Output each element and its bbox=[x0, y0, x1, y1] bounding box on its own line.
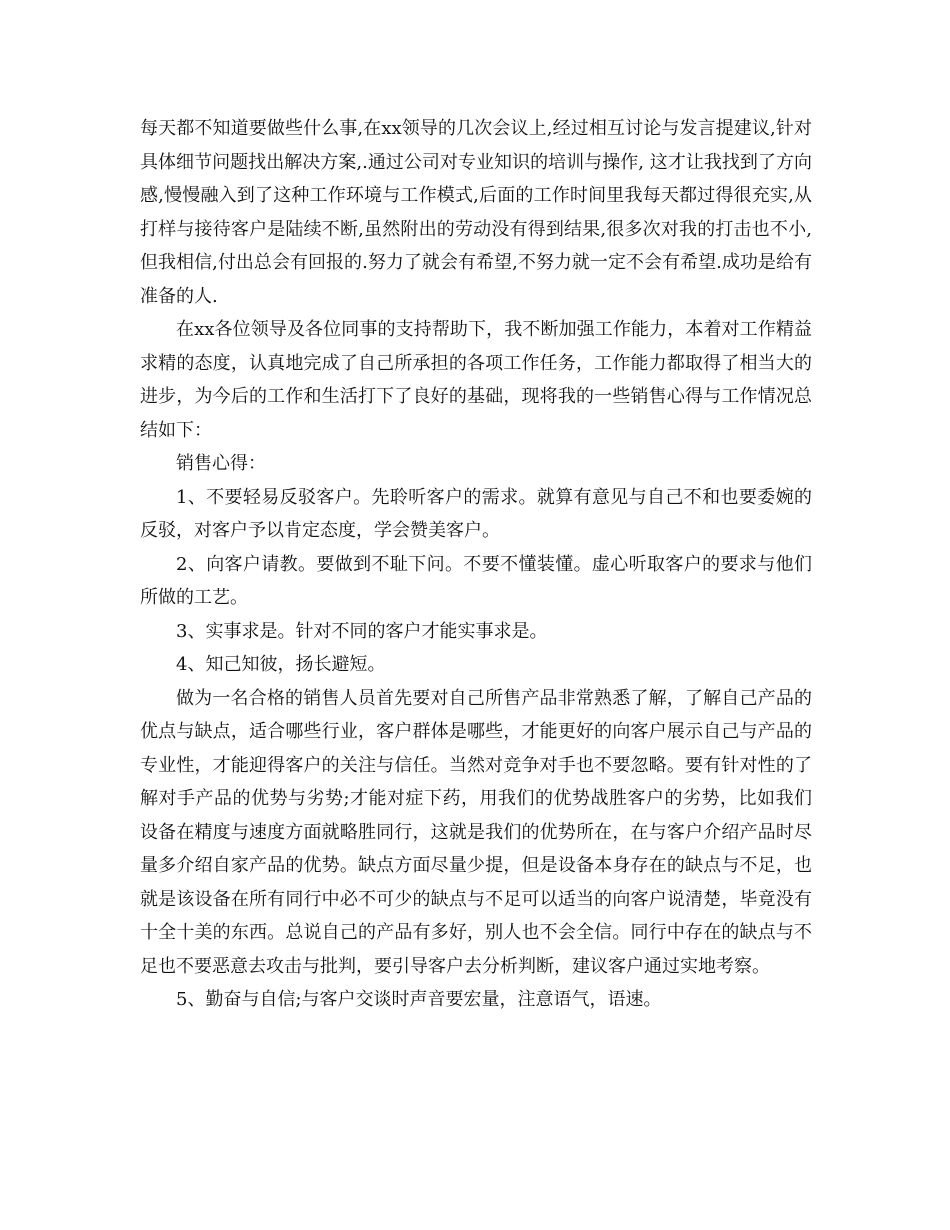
paragraph-intro: 每天都不知道要做些什么事,在xx领导的几次会议上,经过相互讨论与发言提建议,针对具体细节问题找出解决方案,.通过公司对专业知识的培训与操作, 这才让我找到了方向感,慢慢融入到了这种工作环境与工作模式,后面的工作时间里我每天都过得很充实,从打样与接待客户是陆续不断,虽然附出的劳动没有得到结果,很多次对我的打击也不小,但我相信,付出总会有回报的.努力了就会有希望,不努力就一定不会有希望.成功是给有准备的人. bbox=[140, 118, 812, 307]
paragraph-summary: 在xx各位领导及各位同事的支持帮助下，我不断加强工作能力，本着对工作精益求精的态度，认真地完成了自己所承担的各项工作任务，工作能力都取得了相当大的进步，为今后的工作和生活打下了良好的基础，现将我的一些销售心得与工作情况总结如下： bbox=[140, 319, 812, 441]
document-body bbox=[140, 112, 812, 1017]
paragraph-detail: 做为一名合格的销售人员首先要对自己所售产品非常熟悉了解，了解自己产品的优点与缺点，适合哪些行业，客户群体是哪些，才能更好的向客户展示自己与产品的专业性，才能迎得客户的关注与信任。当然对竞争对手也不要忽略。要有针对性的了解对手产品的优势与劣势;才能对症下药，用我们的优势战胜客户的劣势，比如我们设备在精度与速度方面就略胜同行，这就是我们的优势所在，在与客户介绍产品时尽量多介绍自家产品的优势。缺点方面尽量少提，但是设备本身存在的缺点与不足，也就是该设备在所有同行中必不可少的缺点与不足可以适当的向客户说清楚，毕竟没有十全十美的东西。总说自己的产品有多好，别人也不会全信。同行中存在的缺点与不足也不要恶意去攻击与批判，要引导客户去分析判断，建议客户通过实地考察。 bbox=[140, 687, 812, 977]
list-item: 5、勤奋与自信;与客户交谈时声音要宏量，注意语气，语速。 bbox=[176, 989, 662, 1010]
section-heading: 销售心得： bbox=[176, 453, 266, 474]
list-item: 2、向客户请教。要做到不耻下问。不要不懂装懂。虚心听取客户的要求与他们所做的工艺。 bbox=[140, 553, 812, 608]
list-item: 4、知己知彼，扬长避短。 bbox=[176, 654, 386, 675]
list-item: 1、不要轻易反驳客户。先聆听客户的需求。就算有意见与自己不和也要委婉的反驳，对客户予以肯定态度，学会赞美客户。 bbox=[140, 486, 812, 541]
list-item: 3、实事求是。针对不同的客户才能实事求是。 bbox=[176, 620, 548, 642]
